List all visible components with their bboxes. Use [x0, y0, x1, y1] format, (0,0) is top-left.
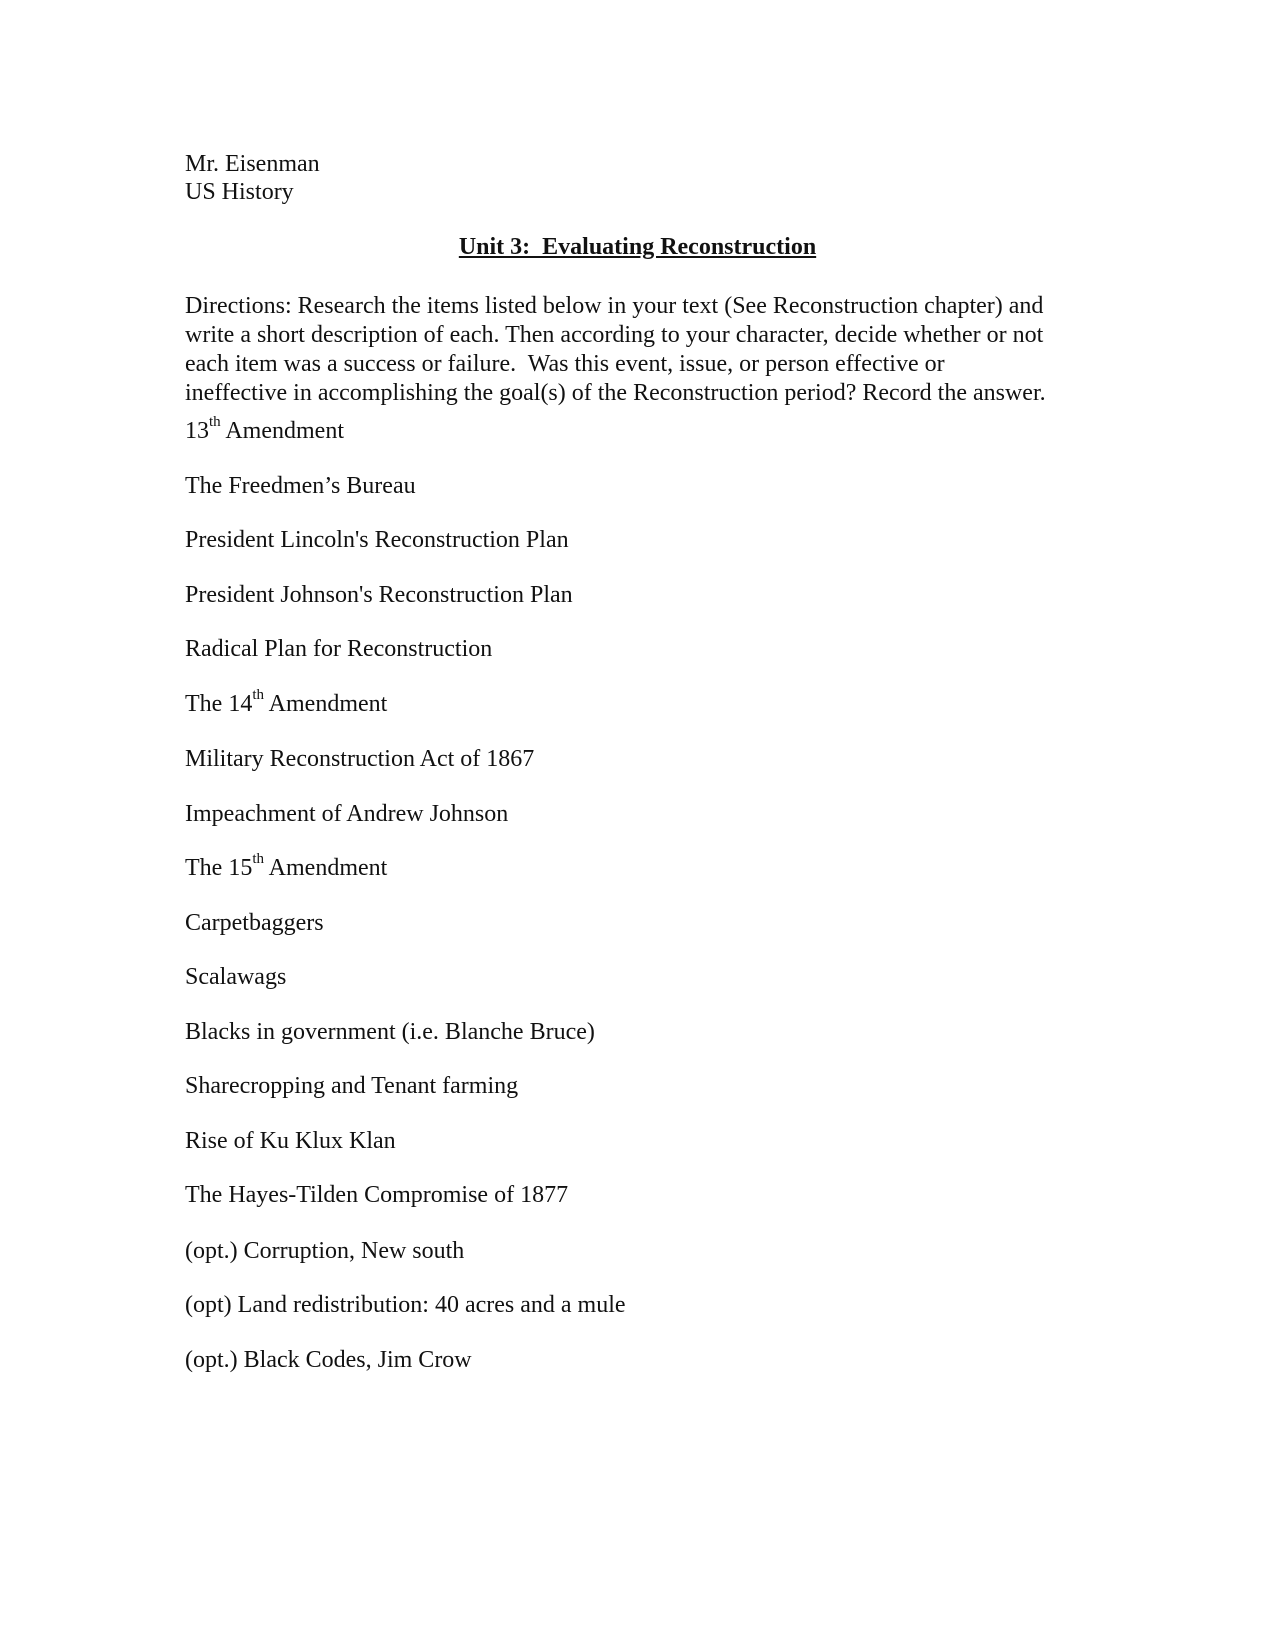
directions-line: ineffective in accomplishing the goal(s) of the Reconstruction period? Record the answer. [185, 380, 1046, 406]
list-item-text: Scalawags [185, 964, 287, 990]
list-item-superscript: th [252, 851, 264, 867]
list-item [185, 414, 344, 445]
list-item [185, 1181, 568, 1209]
list-item [185, 851, 388, 882]
list-item-text: President Johnson's Reconstruction Plan [185, 582, 573, 608]
list-item [185, 1237, 464, 1265]
list-item-text-suffix: Amendment [263, 691, 388, 717]
list-item [185, 1346, 472, 1374]
list-item [185, 687, 388, 718]
list-item [185, 1291, 626, 1319]
list-item-text: Sharecropping and Tenant farming [185, 1073, 519, 1099]
list-item-text: President Lincoln's Reconstruction Plan [185, 527, 569, 553]
list-item [185, 472, 416, 500]
list-item-text: Carpetbaggers [185, 910, 324, 936]
list-item-text: Blacks in government (i.e. Blanche Bruce) [185, 1019, 595, 1045]
list-item-text: The 14 [185, 691, 253, 717]
directions-line: Directions: Research the items listed below in your text (See Reconstruction chapter) and [185, 293, 1044, 319]
list-item-text: (opt.) Black Codes, Jim Crow [185, 1347, 472, 1373]
list-item [185, 745, 534, 773]
directions-line: each item was a success or failure. Was this event, issue, or person effective or [185, 351, 945, 377]
page-title: Unit 3: Evaluating Reconstruction [458, 234, 817, 260]
list-item-text: Rise of Ku Klux Klan [185, 1128, 396, 1154]
directions-line: write a short description of each. Then according to your character, decide whether or not [185, 322, 1044, 348]
list-item-text: Impeachment of Andrew Johnson [185, 801, 509, 827]
teacher-name: Mr. Eisenman [185, 151, 320, 177]
list-item-text-suffix: Amendment [220, 418, 344, 444]
list-item-superscript: th [252, 687, 264, 703]
list-item-text: Radical Plan for Reconstruction [185, 636, 493, 662]
list-item [185, 1127, 396, 1155]
list-item [185, 909, 324, 937]
list-item [185, 526, 569, 554]
list-item [185, 1072, 518, 1100]
list-item-text: The 15 [185, 855, 253, 881]
list-item [185, 581, 573, 609]
list-item [185, 1018, 595, 1046]
course-name: US History [185, 179, 294, 205]
list-item [185, 635, 492, 663]
list-item-text: The Hayes-Tilden Compromise of 1877 [185, 1182, 569, 1208]
list-item [185, 800, 508, 828]
list-item-superscript: th [209, 414, 221, 430]
directions-paragraph [185, 292, 1085, 408]
list-item-text: (opt.) Corruption, New south [185, 1238, 465, 1264]
list-item [185, 963, 286, 991]
list-item-text: 13 [185, 418, 209, 444]
list-item-text-suffix: Amendment [263, 855, 388, 881]
list-item-text: The Freedmen’s Bureau [185, 473, 416, 499]
list-item-text: Military Reconstruction Act of 1867 [185, 746, 535, 772]
list-item-text: (opt) Land redistribution: 40 acres and a mule [185, 1292, 626, 1318]
